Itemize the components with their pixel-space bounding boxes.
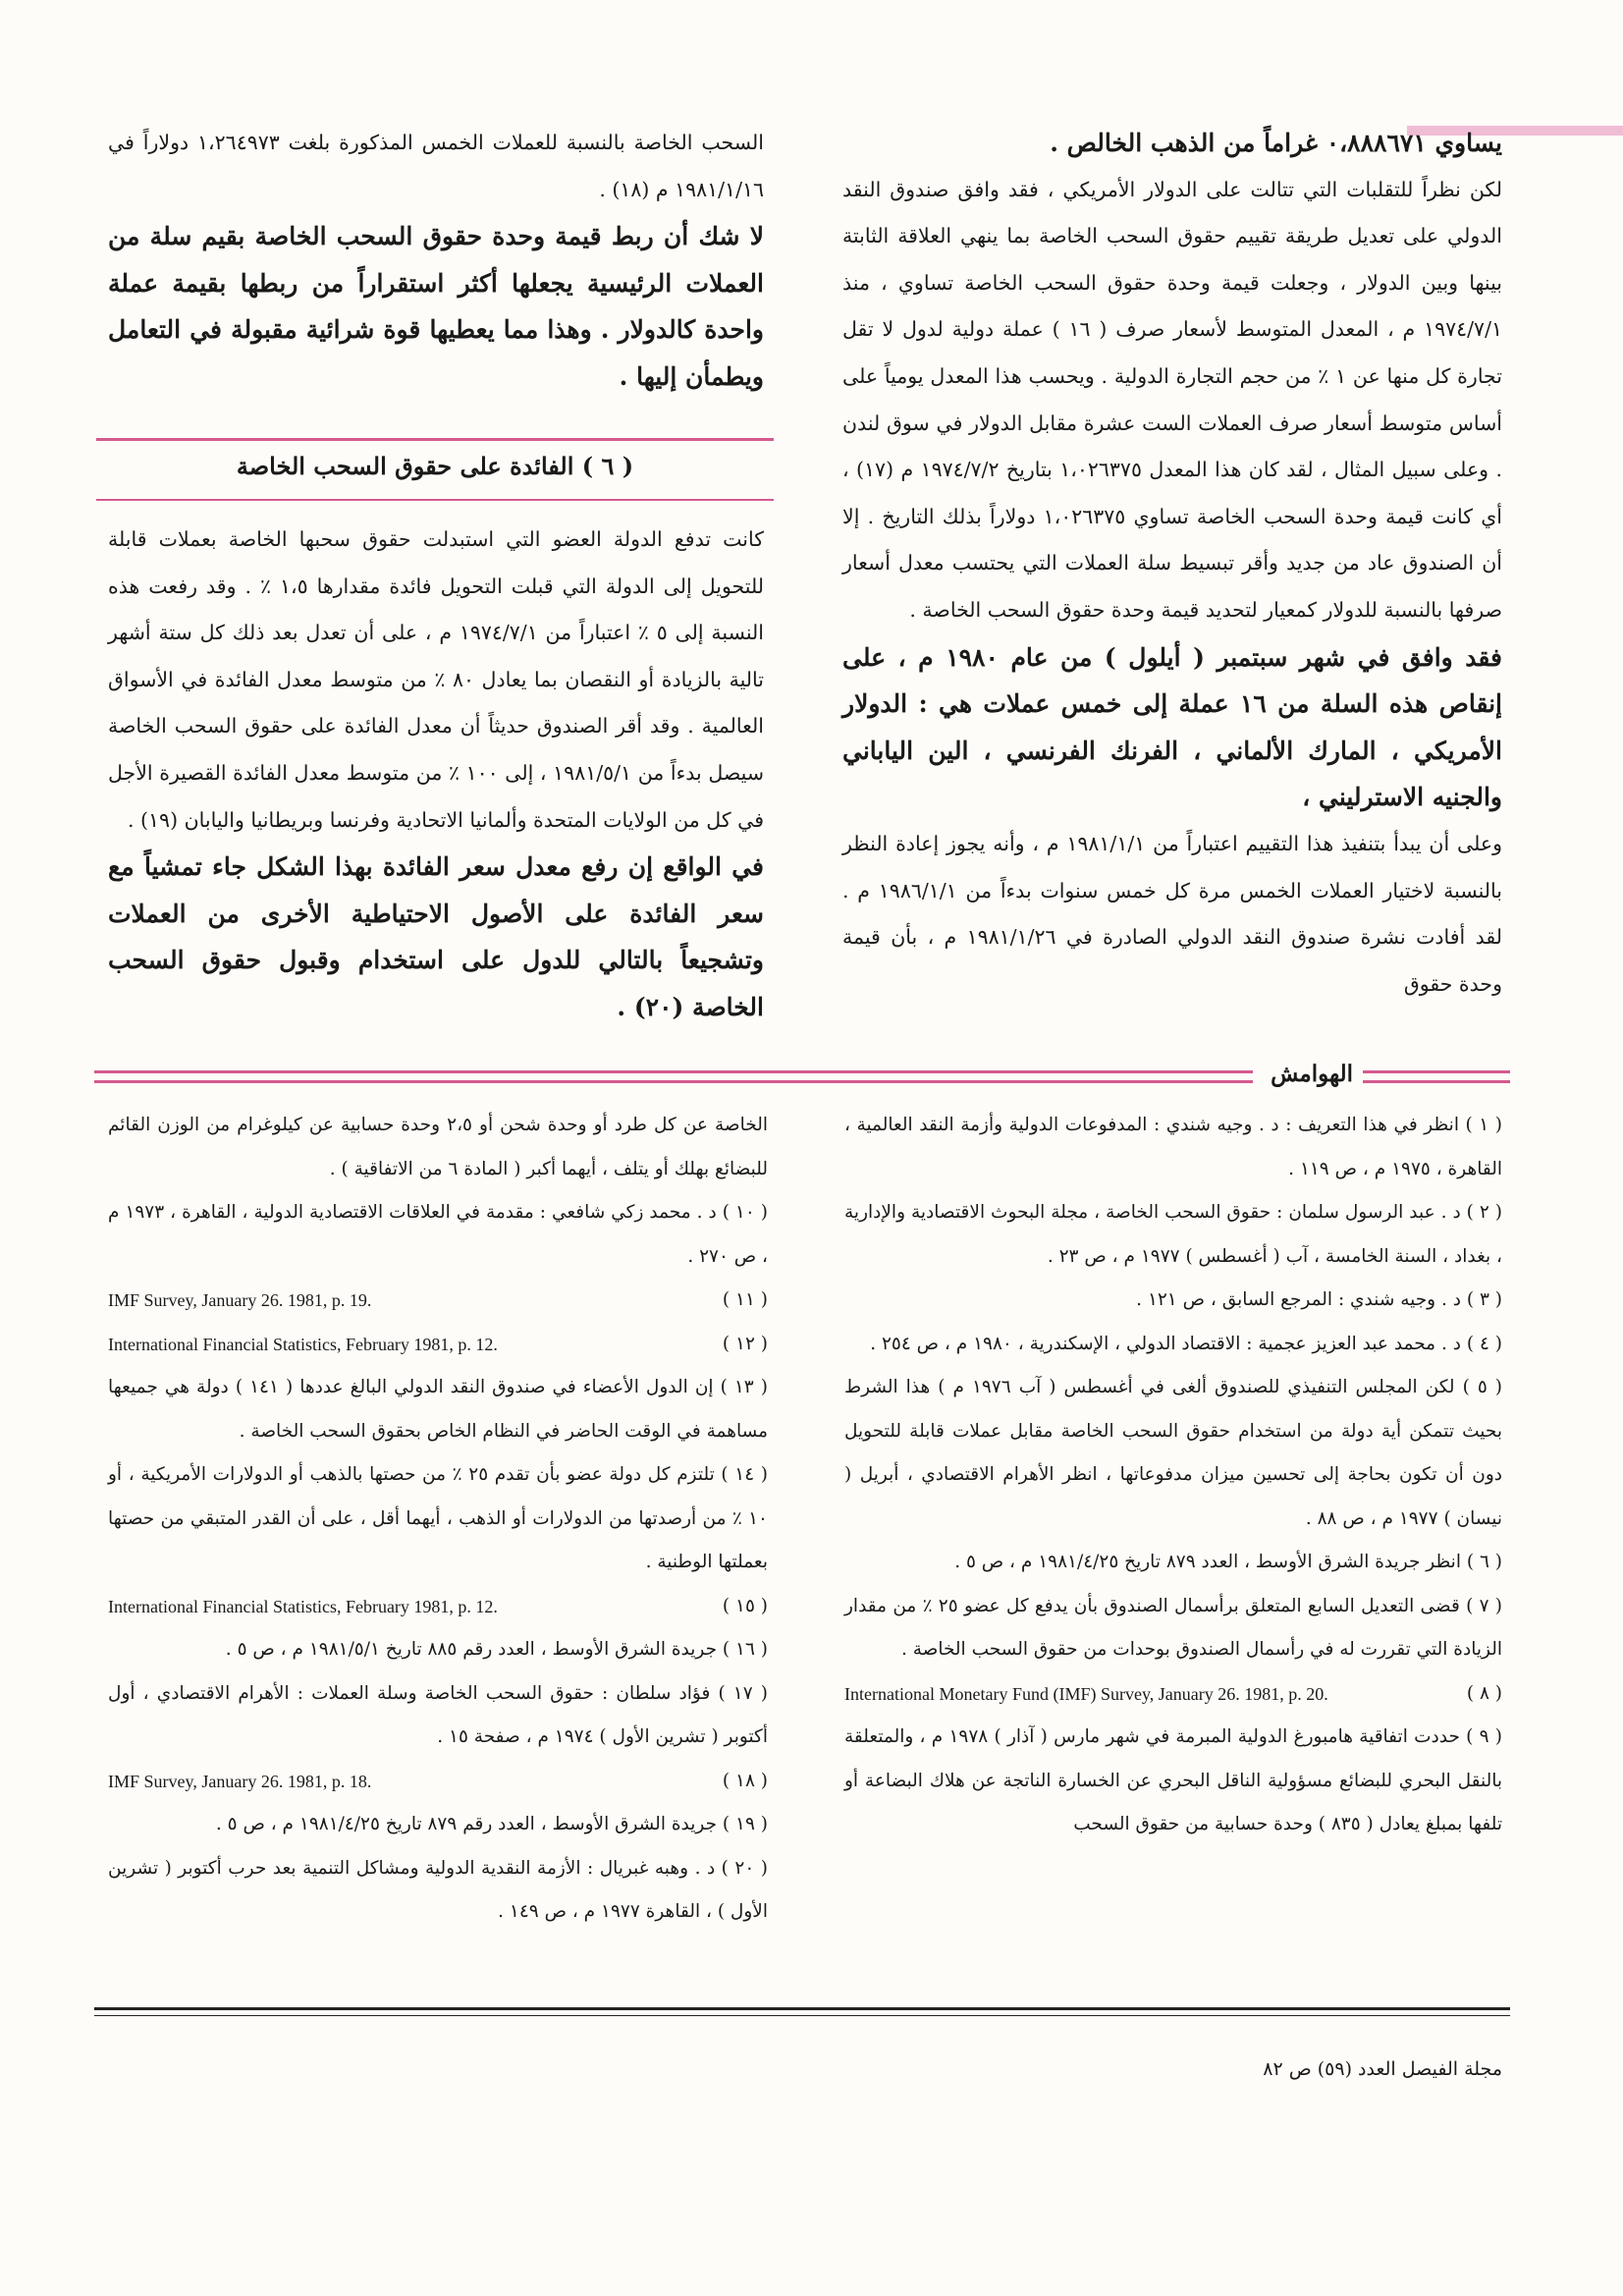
footnote: ( ١٠ ) د . محمد زكي شافعي : مقدمة في العلاقات الاقتصادية الدولية ، القاهرة ، ١٩٧٣ م ، ص ٢٧٠ . xyxy=(108,1202,768,1267)
divider xyxy=(94,1070,1253,1073)
footnote xyxy=(108,1323,768,1367)
footnote: الخاصة عن كل طرد أو وحدة شحن أو ٢،٥ وحدة حسابية عن كيلوغرام من الوزن القائم للبضائع بهلك أو يتلف ، أيهما أكبر ( المادة ٦ من الاتفاقية ) . xyxy=(108,1115,768,1179)
footnotes-heading: الهوامش xyxy=(1271,1061,1353,1087)
page-footer: مجلة الفيصل العدد (٥٩) ص ٨٢ xyxy=(1263,2058,1502,2080)
footnote xyxy=(108,1760,768,1804)
footnote: ( ١ ) انظر في هذا التعريف : د . وجيه شندي : المدفوعات الدولية وأزمة النقد العالمية ، القاهرة ، ١٩٧٥ م ، ص ١١٩ . xyxy=(844,1115,1503,1179)
divider xyxy=(1363,1070,1510,1073)
footnote-text: IMF Survey, January 26. 1981, p. 19. xyxy=(108,1290,372,1310)
footnote: ( ٧ ) قضى التعديل السابع المتعلق برأسمال الصندوق بأن يدفع كل عضو ٢٥ ٪ من مقدار الزيادة التي تقررت له في رأسمال الصندوق بوحدات من حقوق السحب الخاصة . xyxy=(844,1595,1502,1660)
footnote: ( ١٤ ) تلتزم كل دولة عضو بأن تقدم ٢٥ ٪ من حصتها بالذهب أو الدولارات الأمريكية ، أو ١٠ ٪ من أرصدتها من الدولارات أو الذهب ، أيهما أقل ، على أن القدر المتبقي من حصتها بعملتها الوطنية . xyxy=(108,1464,769,1572)
section-rule-bottom xyxy=(96,499,774,501)
footnote xyxy=(108,1585,768,1629)
body-paragraph: السحب الخاصة بالنسبة للعملات الخمس المذكورة بلغت ١،٢٦٤٩٧٣ دولاراً في ١٩٨١/١/١٦ م (١٨) . xyxy=(108,131,764,201)
footnote-text: International Financial Statistics, February 1981, p. 12. xyxy=(108,1334,498,1354)
main-right-column xyxy=(842,120,1502,1008)
emphasis-paragraph: فقد وافق في شهر سبتمبر ( أيلول ) من عام ١٩٨٠ م ، على إنقاص هذه السلة من ١٦ عملة إلى خمس عملات هي : الدولار الأمريكي ، المارك الألماني ، الفرنك الفرنسي ، الين الياباني والجنيه الاسترليني ، xyxy=(842,642,1502,812)
divider xyxy=(94,1080,1253,1083)
footnotes-left-column xyxy=(108,1104,768,1935)
footnote: ( ١٣ ) إن الدول الأعضاء في صندوق النقد الدولي البالغ عددها ( ١٤١ ) دولة هي جميعها مساهمة في الوقت الحاضر في النظام الخاص بحقوق السحب الخاصة . xyxy=(108,1377,768,1442)
emphasis-paragraph: في الواقع إن رفع معدل سعر الفائدة بهذا الشكل جاء تمشياً مع سعر الفائدة على الأصول الاحتياطية الأخرى من العملات وتشجيعاً بالتالي للدول على استخدام وقبول حقوق السحب الخاصة (٢٠) . xyxy=(108,852,764,1021)
footnote-number: ( ١٥ ) xyxy=(722,1595,768,1616)
main-left-column-bottom xyxy=(108,517,764,1031)
footnote: ( ١٩ ) جريدة الشرق الأوسط ، العدد رقم ٨٧٩ تاريخ ١٩٨١/٤/٢٥ م ، ص ٥ . xyxy=(215,1814,768,1834)
footnotes-heading-band xyxy=(94,1061,1510,1090)
footnote-number: ( ١١ ) xyxy=(722,1289,768,1310)
footnote-text: IMF Survey, January 26. 1981, p. 18. xyxy=(108,1771,372,1791)
footnote: ( ٣ ) د . وجيه شندي : المرجع السابق ، ص ١٢١ . xyxy=(1136,1289,1502,1310)
bottom-rule-thin xyxy=(94,2015,1510,2016)
body-paragraph: وعلى أن يبدأ بتنفيذ هذا التقييم اعتباراً من ١٩٨١/١/١ م ، وأنه يجوز إعادة النظر بالنسبة لاختيار العملات الخمس مرة كل خمس سنوات بدءاً من ١٩٨٦/١/١ م . لقد أفادت نشرة صندوق النقد الدولي الصادرة في ١٩٨١/١/٢٦ م ، بأن قيمة وحدة حقوق xyxy=(842,831,1502,996)
body-paragraph: كانت تدفع الدولة العضو التي استبدلت حقوق سحبها الخاصة بعملات قابلة للتحويل إلى الدولة التي قبلت التحويل فائدة مقدارها ١،٥ ٪ . وقد رفعت هذه النسبة إلى ٥ ٪ اعتباراً من ١٩٧٤/٧/١ م ، على أن تعدل بعد ذلك كل ستة أشهر تالية بالزيادة أو النقصان بما يعادل ٨٠ ٪ من متوسط معدل الفائدة في الأسواق العالمية . وقد أقر الصندوق حديثاً أن معدل الفائدة على حقوق السحب الخاصة سيصل بدءاً من ١٩٨١/٥/١ ، إلى ١٠٠ ٪ من متوسط معدل الفائدة القصيرة الأجل في كل من الولايات المتحدة وألمانيا الاتحادية وفرنسا وبريطانيا واليابان (١٩) . xyxy=(108,527,764,832)
footnotes-right-column xyxy=(844,1104,1502,1847)
section-title: ( ٦ ) الفائدة على حقوق السحب الخاصة xyxy=(236,452,634,480)
footnote: ( ٦ ) انظر جريدة الشرق الأوسط ، العدد ٨٧٩ تاريخ ١٩٨١/٤/٢٥ م ، ص ٥ . xyxy=(954,1552,1502,1572)
footnote-number: ( ١٨ ) xyxy=(722,1770,768,1791)
footnote: ( ١٦ ) جريدة الشرق الأوسط ، العدد رقم ٨٨٥ تاريخ ١٩٨١/٥/١ م ، ص ٥ . xyxy=(225,1639,768,1660)
footnote: ( ٢ ) د . عبد الرسول سلمان : حقوق السحب الخاصة ، مجلة البحوث الاقتصادية والإدارية ، بغداد ، السنة الخامسة ، آب ( أغسطس ) ١٩٧٧ م ، ص ٢٣ . xyxy=(844,1202,1502,1267)
emphasis-paragraph: يساوي ٠،٨٨٨٦٧١ غراماً من الذهب الخالص . xyxy=(1050,129,1502,157)
section-rule-top xyxy=(96,438,774,441)
footnote xyxy=(844,1672,1502,1717)
section-heading xyxy=(96,438,774,501)
bottom-rule xyxy=(94,2007,1510,2010)
footnote: ( ٩ ) حددت اتفاقية هامبورغ الدولية المبرمة في شهر مارس ( آذار ) ١٩٧٨ م ، والمتعلقة بالنقل البحري للبضائع مسؤولية الناقل البحري عن الخسارة الناتجة عن هلاك البضاعة أو تلفها بمبلغ يعادل ( ٨٣٥ ) وحدة حسابية من حقوق السحب xyxy=(844,1726,1502,1834)
footnote-text: International Financial Statistics, February 1981, p. 12. xyxy=(108,1596,498,1616)
footnote: ( ٥ ) لكن المجلس التنفيذي للصندوق ألغى في أغسطس ( آب ١٩٧٦ م ) هذا الشرط بحيث تتمكن أية دولة من استخدام حقوق السحب الخاصة مقابل عملات قابلة للتحويل دون أن تكون بحاجة إلى تحسين ميزان مدفوعاتها ، انظر الأهرام الاقتصادي ، أبريل ( نيسان ) ١٩٧٧ م ، ص ٨٨ . xyxy=(844,1377,1502,1529)
footnote: ( ٤ ) د . محمد عبد العزيز عجمية : الاقتصاد الدولي ، الإسكندرية ، ١٩٨٠ م ، ص ٢٥٤ . xyxy=(870,1333,1502,1354)
footnote xyxy=(108,1279,768,1323)
footnote-number: ( ٨ ) xyxy=(1466,1682,1502,1704)
footnote: ( ١٧ ) فؤاد سلطان : حقوق السحب الخاصة وسلة العملات : الأهرام الاقتصادي ، أول أكتوبر ( تشرين الأول ) ١٩٧٤ م ، صفحة ١٥ . xyxy=(108,1682,768,1747)
footnote-text: International Monetary Fund (IMF) Survey, January 26. 1981, p. 20. xyxy=(844,1683,1328,1704)
divider xyxy=(1363,1080,1510,1083)
footnote: ( ٢٠ ) د . وهبه غبريال : الأزمة النقدية الدولية ومشاكل التنمية بعد حرب أكتوبر ( تشرين الأول ) ، القاهرة ١٩٧٧ م ، ص ١٤٩ . xyxy=(108,1857,768,1922)
body-paragraph: لكن نظراً للتقلبات التي تتالت على الدولار الأمريكي ، فقد وافق صندوق النقد الدولي على تعديل طريقة تقييم حقوق السحب الخاصة بما ينهي العلاقة الثابتة بينها وبين الدولار ، وجعلت قيمة وحدة حقوق السحب الخاصة تساوي ، منذ ١٩٧٤/٧/١ م ، المعدل المتوسط لأسعار صرف ( ١٦ ) عملة دولية لدول لا تقل تجارة كل منها عن ١ ٪ من حجم التجارة الدولية . ويحسب هذا المعدل يومياً على أساس متوسط أسعار صرف العملات الست عشرة مقابل الدولار في سوق لندن . وعلى سبيل المثال ، لقد كان هذا المعدل ١،٠٢٦٣٧٥ بتاريخ ١٩٧٤/٧/٢ م (١٧) ، أي كانت قيمة وحدة السحب الخاصة تساوي ١،٠٢٦٣٧٥ دولاراً بذلك التاريخ . إلا أن الصندوق عاد من جديد وأقر تبسيط سلة العملات التي يحتسب معدل أسعار صرفها بالنسبة للدولار كمعيار لتحديد قيمة وحدة حقوق السحب الخاصة . xyxy=(842,177,1503,622)
footnote-number: ( ١٢ ) xyxy=(722,1333,768,1354)
emphasis-paragraph: لا شك أن ربط قيمة وحدة حقوق السحب الخاصة بقيم سلة من العملات الرئيسية يجعلها أكثر استقراراً من ربطها بقيمة عملة واحدة كالدولار . وهذا مما يعطيها قوة شرائية مقبولة في التعامل ويطمأن إليها . xyxy=(108,222,764,391)
main-left-column-top xyxy=(108,120,764,401)
